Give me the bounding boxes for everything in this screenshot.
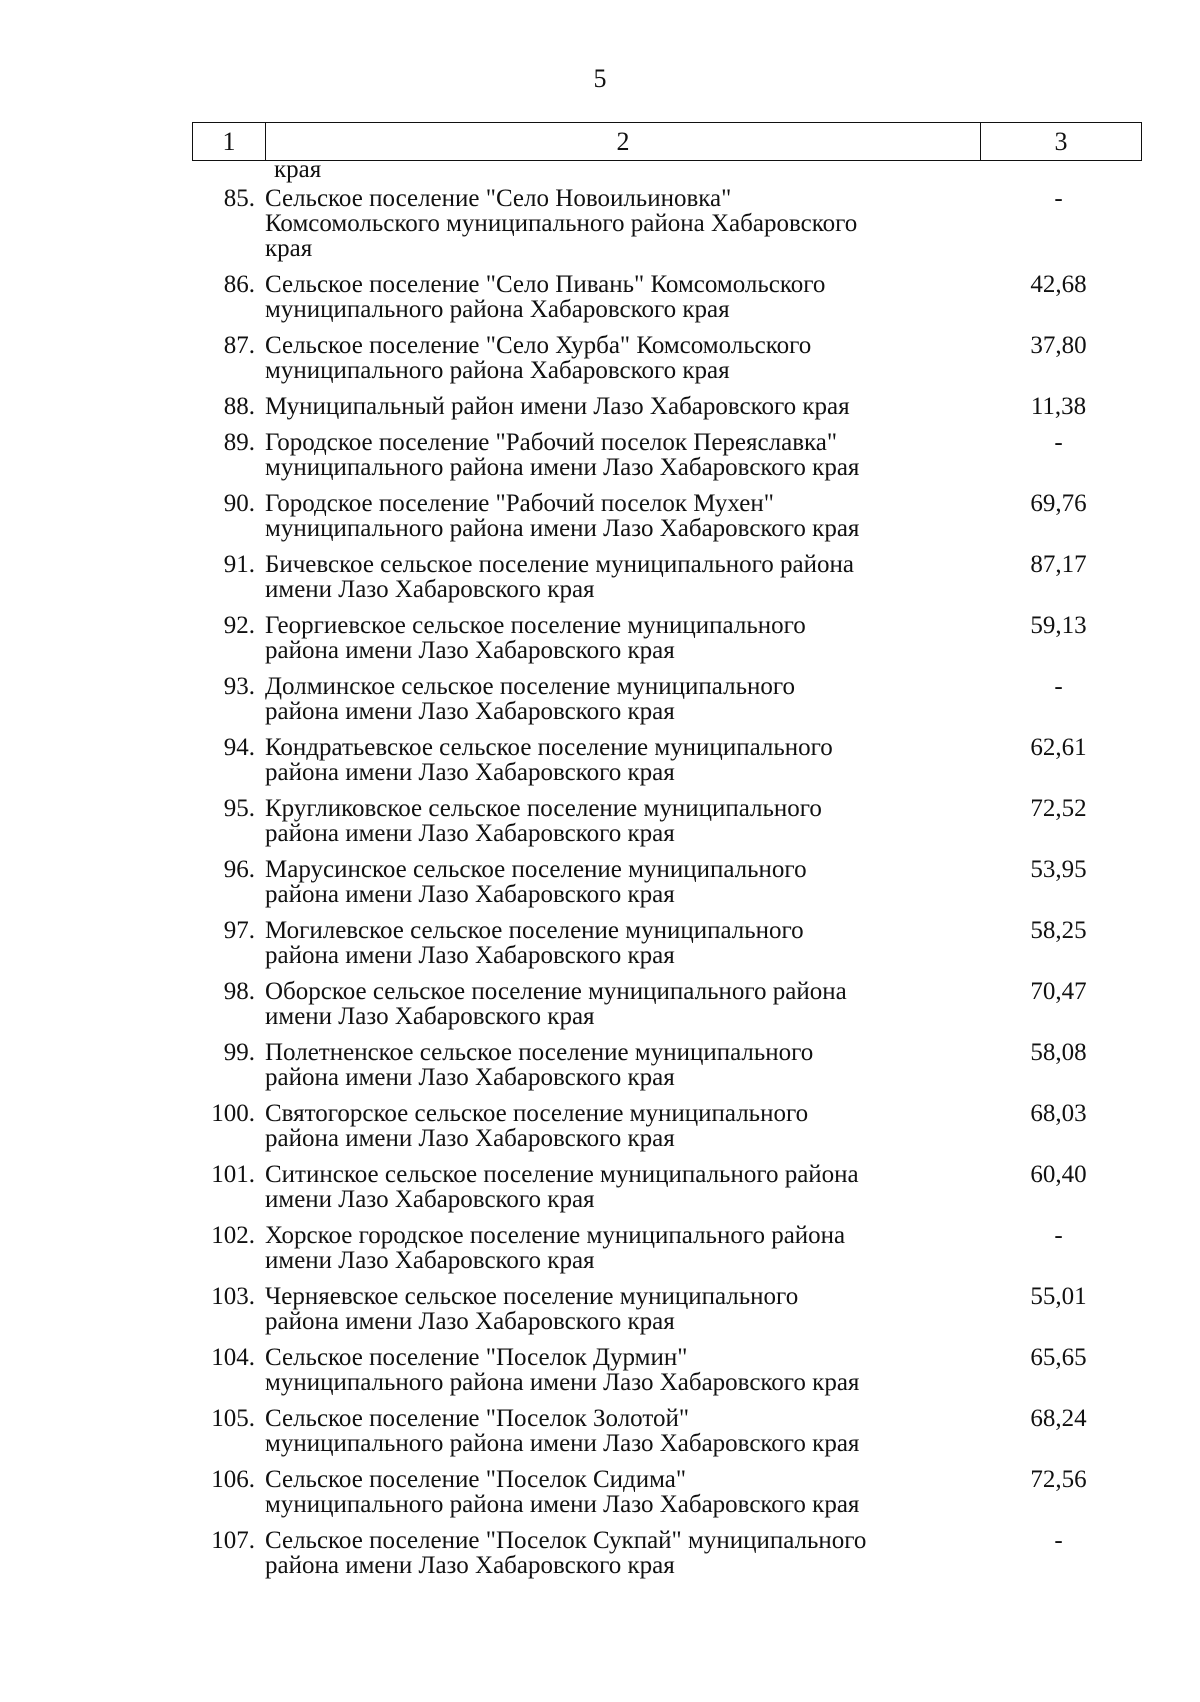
row-value: 65,65 [1030,1344,1087,1371]
table-row [192,796,1142,857]
table-body [192,186,1142,1589]
table-row [192,272,1142,333]
table-row [192,1406,1142,1467]
row-number: 99. [223,1039,255,1066]
table-row [192,430,1142,491]
row-number: 86. [223,271,255,298]
row-value: 60,40 [1030,1161,1087,1188]
row-number: 94. [223,734,255,761]
table-row [192,1467,1142,1528]
row-number: 89. [223,429,255,456]
column-header-1: 1 [193,123,266,160]
table-row [192,1284,1142,1345]
table-row [192,918,1142,979]
municipality-name: Кондратьевское сельское поселение муниципального района имени Лазо Хабаровского края [265,734,833,786]
table-row [192,613,1142,674]
row-value: - [1054,185,1063,212]
municipality-name: Хорское городское поселение муниципального района имени Лазо Хабаровского края [265,1222,846,1274]
column-header-3: 3 [1054,126,1068,156]
row-number: 101. [211,1161,255,1188]
row-number: 93. [223,673,255,700]
row-value: 58,08 [1030,1039,1087,1066]
row-value: - [1054,1222,1063,1249]
table-row [192,394,1142,430]
municipality-name: Долминское сельское поселение муниципального района имени Лазо Хабаровского края [265,673,795,725]
row-number: 103. [211,1283,255,1310]
row-number: 96. [223,856,255,883]
row-number: 85. [223,185,255,212]
table-row [192,1101,1142,1162]
table-row [192,674,1142,735]
table-row [192,1162,1142,1223]
table-row [192,735,1142,796]
row-value: 68,03 [1030,1100,1087,1127]
municipality-name: Святогорское сельское поселение муниципального района имени Лазо Хабаровского края [265,1100,809,1152]
row-number: 88. [223,393,255,420]
page-number: 5 [593,64,607,93]
municipality-name: Черняевское сельское поселение муниципального района имени Лазо Хабаровского края [265,1283,799,1335]
row-number: 97. [223,917,255,944]
row-value: 58,25 [1030,917,1087,944]
municipality-name: Марусинское сельское поселение муниципального района имени Лазо Хабаровского края [265,856,807,908]
municipality-name: Сельское поселение "Поселок Сидима" муниципального района имени Лазо Хабаровского края [265,1466,860,1518]
row-number: 91. [223,551,255,578]
row-value: 55,01 [1030,1283,1087,1310]
row-value: 42,68 [1030,271,1087,298]
row-value: 53,95 [1030,856,1087,883]
municipality-name: Оборское сельское поселение муниципального района имени Лазо Хабаровского края [265,978,847,1030]
table-row [192,1345,1142,1406]
row-number: 100. [211,1100,255,1127]
table-row [192,491,1142,552]
row-number: 87. [223,332,255,359]
municipality-name: Георгиевское сельское поселение муниципального района имени Лазо Хабаровского края [265,612,806,664]
table-row [192,186,1142,272]
row-value: 70,47 [1030,978,1087,1005]
row-number: 105. [211,1405,255,1432]
municipality-name: Сельское поселение "Поселок Золотой" муниципального района имени Лазо Хабаровского края [265,1405,860,1457]
municipality-name: Городское поселение "Рабочий поселок Мухен" муниципального района имени Лазо Хабаровского края [265,490,860,542]
row-number: 107. [211,1527,255,1554]
municipality-name: Полетненское сельское поселение муниципального района имени Лазо Хабаровского края [265,1039,814,1091]
table-row [192,1040,1142,1101]
municipality-name: Сельское поселение "Село Пивань" Комсомольского муниципального района Хабаровского края [265,271,826,323]
municipality-name: Сельское поселение "Село Новоильиновка" Комсомольского муниципального района Хабаровского края [265,185,858,262]
row-value: - [1054,1527,1063,1554]
table-row [192,1223,1142,1284]
row-number: 92. [223,612,255,639]
row-value: 11,38 [1030,393,1087,420]
table-row [192,979,1142,1040]
row-value: 59,13 [1030,612,1087,639]
table-row [192,857,1142,918]
municipality-name: Сельское поселение "Поселок Сукпай" муниципального района имени Лазо Хабаровского края [265,1527,867,1579]
row-value: 72,52 [1030,795,1087,822]
table-header [192,122,1142,161]
row-value: - [1054,673,1063,700]
row-value: - [1054,429,1063,456]
row-value: 69,76 [1030,490,1087,517]
row-number: 106. [211,1466,255,1493]
municipality-name: Сельское поселение "Поселок Дурмин" муниципального района имени Лазо Хабаровского края [265,1344,860,1396]
municipality-name: Ситинское сельское поселение муниципального района имени Лазо Хабаровского края [265,1161,859,1213]
municipality-name: Сельское поселение "Село Хурба" Комсомольского муниципального района Хабаровского края [265,332,812,384]
municipality-name: Бичевское сельское поселение муниципального района имени Лазо Хабаровского края [265,551,854,603]
municipality-name: Могилевское сельское поселение муниципального района имени Лазо Хабаровского края [265,917,804,969]
table-row [192,552,1142,613]
row-number: 102. [211,1222,255,1249]
table-row [192,333,1142,394]
row-number: 95. [223,795,255,822]
row-value: 37,80 [1030,332,1087,359]
municipality-name: Кругликовское сельское поселение муниципального района имени Лазо Хабаровского края [265,795,822,847]
row-value: 62,61 [1030,734,1087,761]
row-number: 90. [223,490,255,517]
row-value: 87,17 [1030,551,1087,578]
table-row [192,1528,1142,1589]
row-number: 104. [211,1344,255,1371]
row-number: 98. [223,978,255,1005]
municipality-name: Городское поселение "Рабочий поселок Переяславка" муниципального района имени Лазо Хабаровского края [265,429,860,481]
row-value: 72,56 [1030,1466,1087,1493]
column-header-2: 2 [266,123,981,160]
municipality-name: Муниципальный район имени Лазо Хабаровского края [265,393,850,420]
row-value: 68,24 [1030,1405,1087,1432]
continuation-text: края [274,156,322,183]
